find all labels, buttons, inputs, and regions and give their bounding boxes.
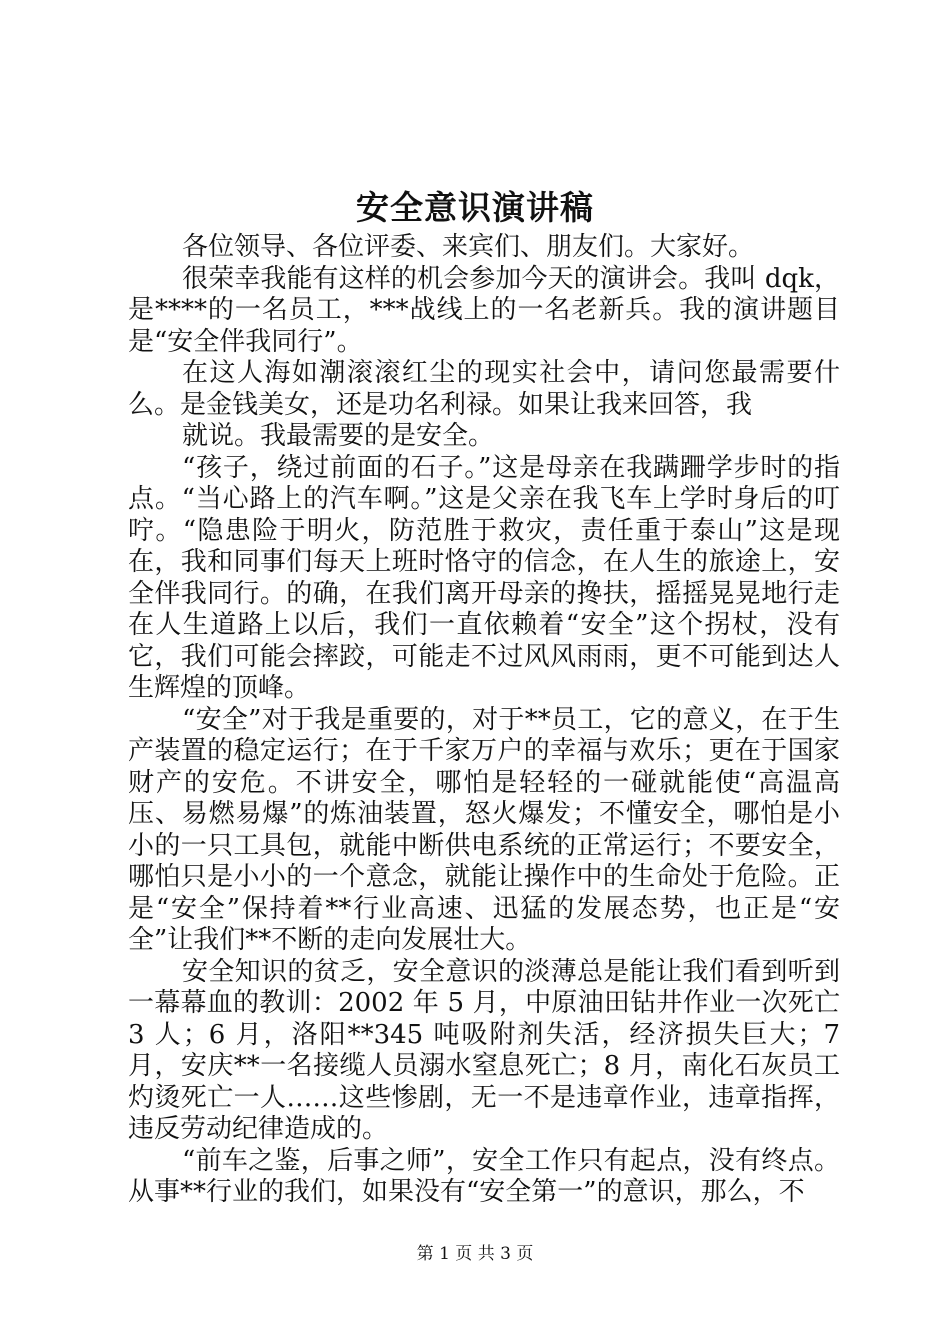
paragraph-answer: 就说。我最需要的是安全。	[182, 421, 495, 451]
page-number-footer: 第 1 页 共 3 页	[416, 1244, 534, 1264]
document-title: 安全意识演讲稿	[356, 188, 594, 227]
paragraph-introduction: 很荣幸我能有这样的机会参加今天的演讲会。我叫 dqk，是****的一名员工，***战线上的一名老新兵。我的演讲题目是“安全伴我同行”。	[128, 263, 840, 357]
document-body	[128, 232, 840, 1209]
paragraph-importance: “安全”对于我是重要的，对于**员工，它的意义，在于生产装置的稳定运行；在于千家万户的幸福与欢乐；更在于国家财产的安危。不讲安全，哪怕是轻轻的一碰就能使“高温高压、易燃易爆”的炼油装置，怒火爆发；不懂安全，哪怕是小小的一只工具包，就能中断供电系统的正常运行；不要安全，哪怕只是小小的一个意念，就能让操作中的生命处于危险。正是“安全”保持着**行业高速、迅猛的发展态势，也正是“安全”让我们**不断的走向发展壮大。	[128, 704, 840, 955]
paragraph-conclusion: “前车之鉴，后事之师”，安全工作只有起点，没有终点。从事**行业的我们，如果没有“安全第一”的意识，那么，不	[128, 1145, 840, 1207]
paragraph-greeting: 各位领导、各位评委、来宾们、朋友们。大家好。	[182, 232, 755, 262]
paragraph-lessons: 安全知识的贫乏，安全意识的淡薄总是能让我们看到听到一幕幕血的教训：2002 年 5 月，中原油田钻井作业一次死亡 3 人；6 月，洛阳**345 吨吸附剂失活，经济损失巨大；7 月，安庆**一名接缆人员溺水窒息死亡；8 月，南化石灰员工灼烫死亡一人……这些惨剧，无一不是违章作业，违章指挥，违反劳动纪律造成的。	[128, 956, 840, 1144]
paragraph-memories: “孩子，绕过前面的石子。”这是母亲在我蹒跚学步时的指点。“当心路上的汽车啊。”这是父亲在我飞车上学时身后的叮咛。“隐患险于明火，防范胜于救灾，责任重于泰山”这是现在，我和同事们每天上班时恪守的信念，在人生的旅途上，安全伴我同行。的确，在我们离开母亲的搀扶，摇摇晃晃地行走在人生道路上以后，我们一直依赖着“安全”这个拐杖，没有它，我们可能会摔跤，可能走不过风风雨雨，更不可能到达人生辉煌的顶峰。	[128, 452, 840, 703]
paragraph-question: 在这人海如潮滚滚红尘的现实社会中，请问您最需要什么。是金钱美女，还是功名利禄。如果让我来回答，我	[128, 358, 840, 420]
